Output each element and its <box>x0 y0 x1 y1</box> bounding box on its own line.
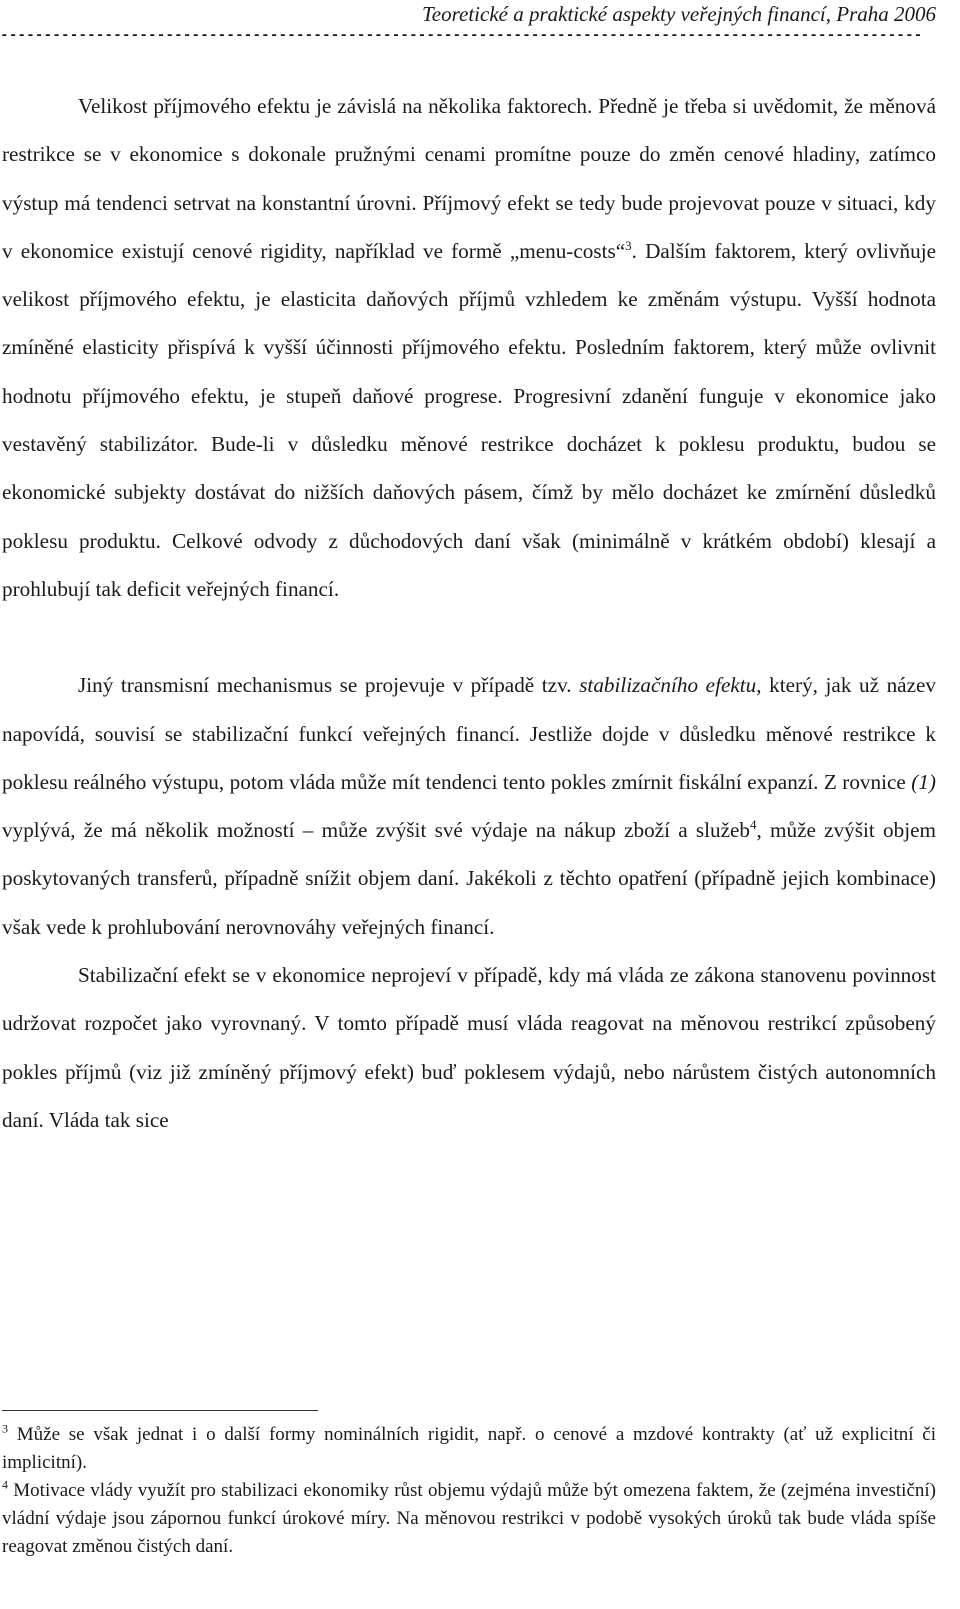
running-title: Teoretické a praktické aspekty veřejných financí, Praha 2006 <box>422 2 936 26</box>
footnote-number: 3 <box>2 1421 8 1436</box>
paragraph-text: Jiný transmisní mechanismus se projevuje v případě tzv. <box>78 673 580 698</box>
paragraph-text: , který, jak už název napovídá, souvisí se stabilizační funkcí veřejných financí. Jestliže dojde v důsledku měnové restrikce k poklesu reálného výstupu, potom vláda může mít tendenci tento pokles zmírnit fiskální expanzí. Z rovnice <box>2 673 936 794</box>
footnote-ref-4[interactable]: 4 <box>750 817 757 833</box>
footnote-3 <box>2 1421 936 1477</box>
paragraph-income-effect <box>2 82 936 613</box>
paragraph-text: , může zvýšit objem poskytovaných transferů, případně snížit objem daní. Jakékoli z těchto opatření (případně jejich kombinace) však vede k prohlubování nerovnováhy veřejných financí. <box>2 818 937 939</box>
paragraph-text: vyplývá, že má několik možností – může zvýšit své výdaje na nákup zboží a služeb <box>2 818 750 843</box>
footnote-ref-3[interactable]: 3 <box>625 237 632 253</box>
footnote-4 <box>2 1477 936 1561</box>
emphasis-term: stabilizačního efektu <box>579 673 757 698</box>
footnote-text: Motivace vlády využít pro stabilizaci ekonomiky růst objemu výdajů může být omezena faktem, že (zejména investiční) vládní výdaje jsou zápornou funkcí úrokové míry. Na měnovou restrikci v podobě vysokých úroků tak bude vláda spíše reagovat změnou čistých daní. <box>2 1480 936 1557</box>
paragraph-stabilization-effect <box>2 661 936 951</box>
paragraph-balanced-budget: Stabilizační efekt se v ekonomice neprojeví v případě, kdy má vláda ze zákona stanovenu povinnost udržovat rozpočet jako vyrovnaný. V tomto případě musí vláda reagovat na měnovou restrikcí způsobený pokles příjmů (viz již zmíněný příjmový efekt) buď poklesem výdajů, nebo nárůstem čistých autonomních daní. Vláda tak sice <box>2 963 936 1132</box>
header-dashed-rule: ---------------------------------------------------------------------------------------------------------- <box>0 28 923 44</box>
paragraph-text: . Dalším faktorem, který ovlivňuje velikost příjmového efektu, je elasticita daňových příjmů vzhledem ke změnám výstupu. Vyšší hodnota zmíněné elasticity přispívá k vyšší účinnosti příjmového efektu. Posledním faktorem, který může ovlivnit hodnotu příjmového efektu, je stupeň daňové progrese. Progresivní zdanění funguje v ekonomice jako vestavěný stabilizátor. Bude-li v důsledku měnové restrikce docházet k poklesu produktu, budou se ekonomické subjekty dostávat do nižších daňových pásem, čímž by mělo docházet ke zmírnění důsledků poklesu produktu. Celkové odvody z důchodových daní však (minimálně v krátkém období) klesají a prohlubují tak deficit veřejných financí. <box>2 238 936 601</box>
footnote-number: 4 <box>2 1477 8 1492</box>
page-header <box>0 0 936 60</box>
footnote-separator <box>2 1410 318 1411</box>
body-text <box>2 82 936 1144</box>
footnotes-section <box>2 1410 936 1561</box>
equation-reference: (1) <box>911 769 936 794</box>
paragraph-text: Velikost příjmového efektu je závislá na několika faktorech. Předně je třeba si uvědomit, že měnová restrikce se v ekonomice s dokonale pružnými cenami promítne pouze do změn cenové hladiny, zatímco výstup má tendenci setrvat na konstantní úrovni. Příjmový efekt se tedy bude projevovat pouze v situaci, kdy v ekonomice existují cenové rigidity, například ve formě „menu-costs“ <box>2 94 936 263</box>
footnote-text: Může se však jednat i o další formy nominálních rigidit, např. o cenové a mzdové kontrakty (ať už explicitní či implicitní). <box>2 1424 936 1473</box>
paragraph-gap <box>2 613 936 661</box>
